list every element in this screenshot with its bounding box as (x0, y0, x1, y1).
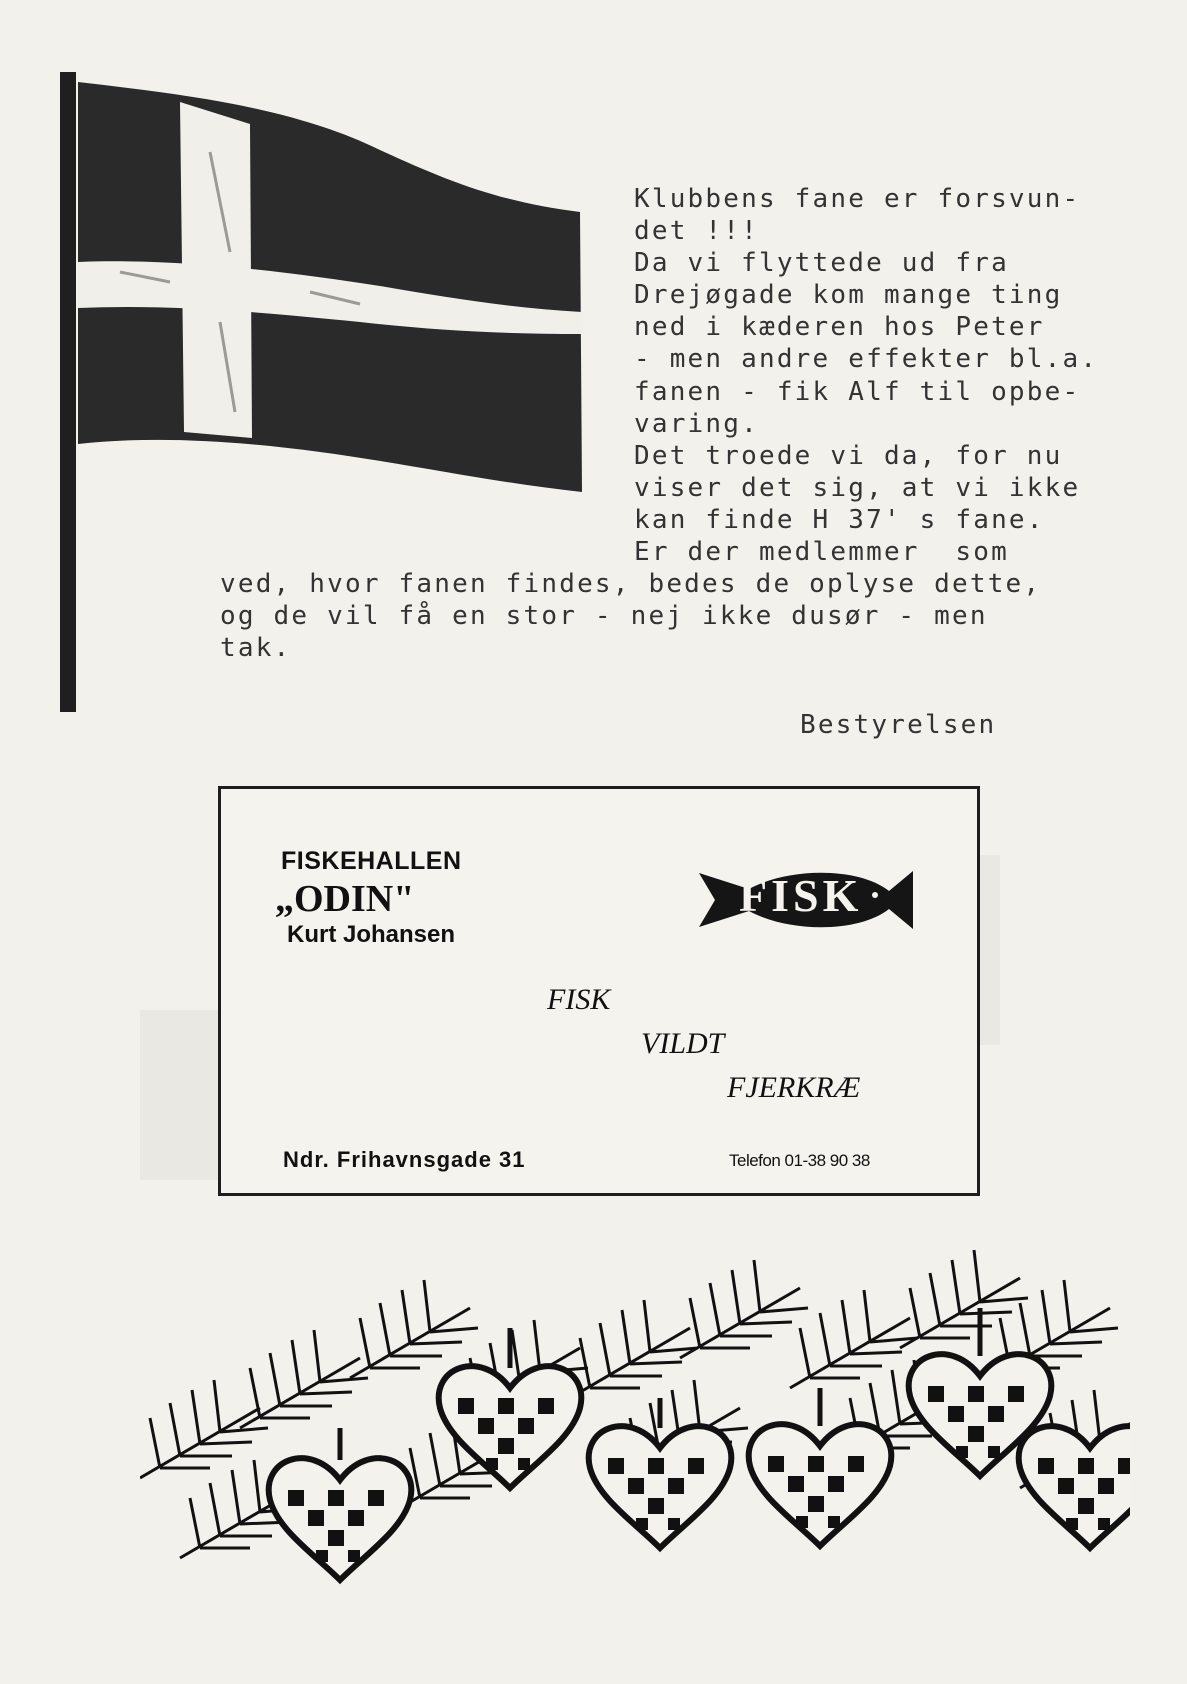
article-line: og de vil få en stor - nej ikke dusør - men (220, 601, 988, 631)
article-line: viser det sig, at vi ikke (634, 473, 1081, 503)
fish-logo-text: FISK (739, 870, 863, 921)
article-line: Drejøgade kom mange ting (634, 280, 1063, 310)
christmas-garland-illustration (140, 1228, 1130, 1648)
article-line: Er der medlemmer som (634, 537, 1009, 567)
ad-product-fisk: FISK (547, 983, 611, 1016)
article-line: fanen - fik Alf til opbe- (634, 377, 1081, 407)
ad-product-fjerkrae: FJERKRÆ (727, 1071, 861, 1104)
article-line: Det troede vi da, for nu (634, 441, 1063, 471)
article-line: tak. (220, 633, 292, 663)
article-line: ved, hvor fanen findes, bedes de oplyse dette, (220, 569, 1042, 599)
article-line: Klubbens fane er forsvun- (634, 184, 1081, 214)
ad-shop-name-quoted: „ODIN" (275, 878, 415, 920)
ad-owner: Kurt Johansen (287, 921, 456, 948)
article-line: ned i kæderen hos Peter (634, 312, 1045, 342)
article-line: varing. (634, 409, 759, 439)
article-signature: Bestyrelsen (800, 710, 997, 740)
article-line: kan finde H 37' s fane. (634, 505, 1045, 535)
article-line: det !!! (634, 216, 759, 246)
fiskehallen-advertisement (218, 786, 980, 1196)
ad-phone: Telefon 01-38 90 38 (729, 1151, 870, 1170)
ad-address: Ndr. Frihavnsgade 31 (283, 1147, 526, 1172)
article-line: - men andre effekter bl.a. (634, 344, 1099, 374)
article-line: Da vi flyttede ud fra (634, 248, 1009, 278)
ad-shop-name: FISKEHALLEN (281, 847, 462, 875)
ad-product-vildt: VILDT (641, 1027, 725, 1060)
